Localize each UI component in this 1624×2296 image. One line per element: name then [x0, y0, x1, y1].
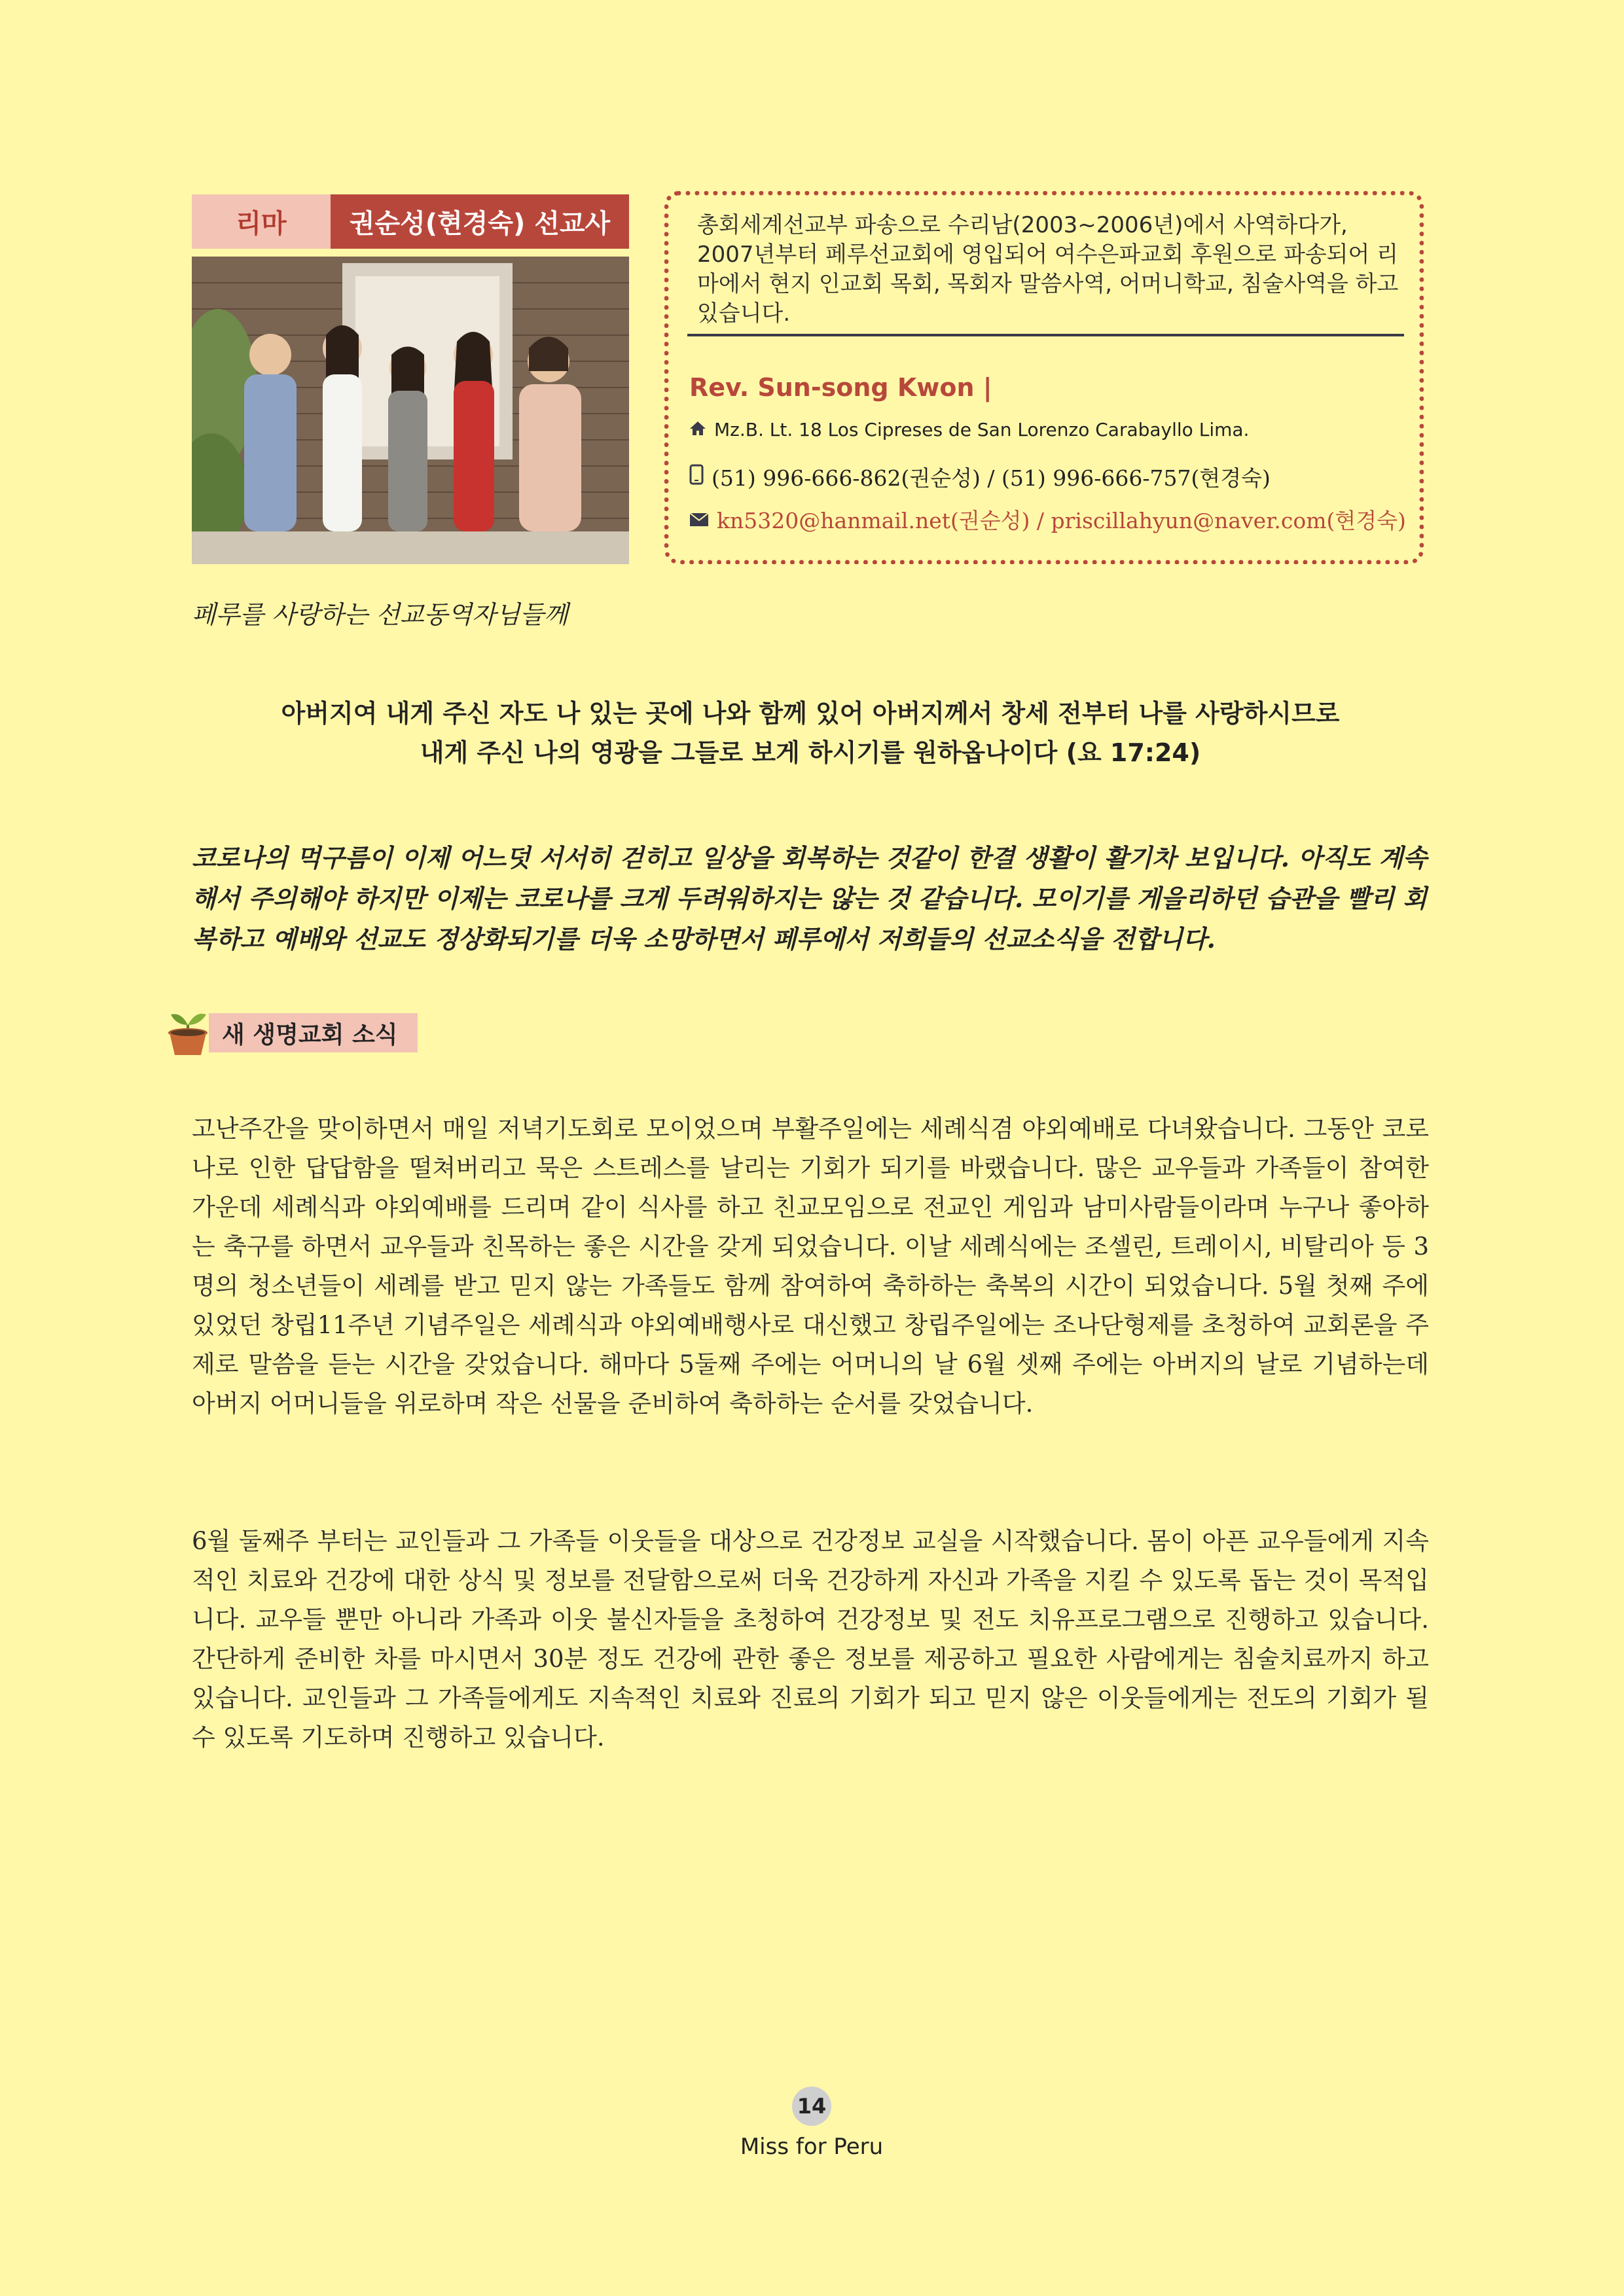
mail-icon: [689, 507, 709, 532]
greeting: 페루를 사랑하는 선교동역자님들께: [192, 600, 568, 629]
body-paragraph-2: 6월 둘째주 부터는 교인들과 그 가족들 이웃들을 대상으로 건강정보 교실을 시작했습니다. 몸이 아픈 교우들에게 지속적인 치료와 건강에 대한 상식 및 정보를 전달함으로써 더욱 건강하게 자신과 가족을 지킬 수 있도록 돕는 것이 목적입니다. 교우들 뿐만 아니라 가족과 이웃 불신자들을 초청하여 건강정보 및 전도 치유프로그램으로 진행하고 있습니다. 간단하게 준비한 차를 마시면서 30분 정도 건강에 관한 좋은 정보를 제공하고 필요한 사람에게는 침술치료까지 하고 있습니다. 교인들과 그 가족들에게도 지속적인 치료와 진료의 기회가 되고 믿지 않은 이웃들에게는 전도의 기회가 될 수 있도록 기도하며 진행하고 있습니다.: [192, 1527, 1429, 1751]
home-icon: [689, 419, 706, 440]
section-title: 새 생명교회 소식: [209, 1013, 418, 1052]
info-divider: [687, 334, 1404, 336]
address-text: Mz.B. Lt. 18 Los Cipreses de San Lorenzo Carabayllo Lima.: [714, 419, 1250, 440]
region-tab: 리마: [192, 194, 331, 249]
bible-verse: [192, 694, 1429, 772]
missionary-intro: 총회세계선교부 파송으로 수리남(2003~2006년)에서 사역하다가, 2007년부터 페루선교회에 영입되어 여수은파교회 후원으로 파송되어 리마에서 현지 인교회 목회, 목회자 말씀사역, 어머니학교, 침술사역을 하고 있습니다.: [697, 212, 1399, 327]
address-row: [689, 419, 1249, 440]
section-header: [162, 1013, 418, 1052]
rev-name: Rev. Sun-song Kwon |: [689, 373, 992, 402]
body-paragraph-1: 고난주간을 맞이하면서 매일 저녁기도회로 모이었으며 부활주일에는 세례식겸 야외예배로 다녀왔습니다. 그동안 코로나로 인한 답답함을 떨쳐버리고 묵은 스트레스를 날리는 기회가 되기를 바랬습니다. 많은 교우들과 가족들이 참여한 가운데 세례식과 야외예배를 드리며 같이 식사를 하고 친교모임으로 전교인 게임과 남미사람들이라며 누구나 좋아하는 축구를 하면서 교우들과 친목하는 좋은 시간을 갖게 되었습니다. 이날 세례식에는 조셀린, 트레이시, 비탈리아 등 3명의 청소년들이 세례를 받고 믿지 않는 가족들도 함께 참여하여 축하하는 축복의 시간이 되었습니다. 5월 첫째 주에 있었던 창립11주년 기념주일은 세례식과 야외예배행사로 대신했고 창립주일에는 조나단형제를 초청하여 교회론을 주제로 말씀을 듣는 시간을 갖었습니다. 해마다 5둘째 주에는 어머니의 날 6월 셋째 주에는 아버지의 날로 기념하는데 아버지 어머니들을 위로하며 작은 선물을 준비하여 축하하는 순서를 갖었습니다.: [192, 1115, 1429, 1418]
phone-icon: [689, 464, 704, 490]
phone-row: [689, 461, 1271, 492]
phone-text: (51) 996-666-862(권순성) / (51) 996-666-757(현경숙): [712, 465, 1271, 491]
verse-line-2: 내게 주신 나의 영광을 그들로 보게 하시기를 원하옵나이다 (요 17:24): [420, 738, 1201, 767]
email-row: [689, 504, 1406, 535]
email-text[interactable]: kn5320@hanmail.net(권순성) / priscillahyun@naver.com(현경숙): [717, 508, 1406, 533]
intro-paragraph: 코로나의 먹구름이 이제 어느덧 서서히 걷히고 일상을 회복하는 것같이 한결 생활이 활기차 보입니다. 아직도 계속해서 주의해야 하지만 이제는 코로나를 크게 두려워하지는 않는 것 같습니다. 모이기를 게을리하던 습관을 빨리 회복하고 예배와 선교도 정상화되기를 더욱 소망하면서 페루에서 저희들의 선교소식을 전합니다.: [192, 843, 1428, 954]
missionary-name-tab: 권순성(현경숙) 선교사: [331, 194, 629, 249]
page-number: 14: [792, 2087, 831, 2126]
family-photo: [192, 257, 629, 564]
verse-line-1: 아버지여 내게 주신 자도 나 있는 곳에 나와 함께 있어 아버지께서 창세 전부터 나를 사랑하시므로: [281, 699, 1340, 728]
family-photo-illustration: [192, 257, 629, 564]
sprout-pot-icon: [162, 1005, 214, 1060]
footer-title: Miss for Peru: [740, 2134, 884, 2160]
